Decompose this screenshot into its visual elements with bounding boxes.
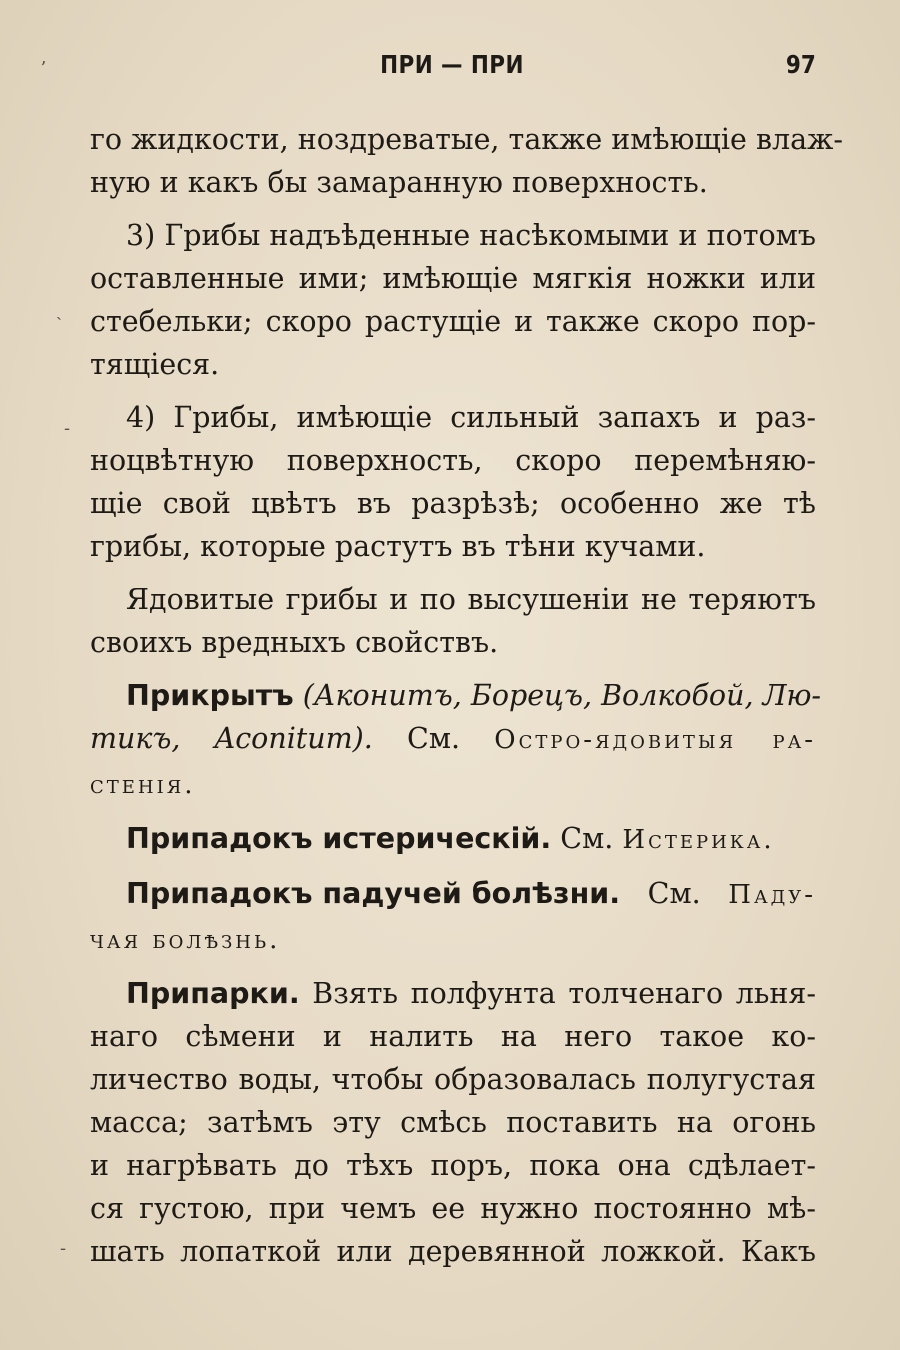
paragraph-continued [90, 118, 843, 204]
page-body [90, 118, 843, 1273]
see-label: См. [647, 877, 701, 910]
text-line: оставленные ими; имѣющіе мягкія ножки или [90, 262, 816, 295]
entry-synonyms: (Аконитъ, Борецъ, Волкобой, Лю- [302, 679, 822, 712]
see-label: См. [407, 722, 461, 755]
text-line: и нагрѣвать до тѣхъ поръ, пока она сдѣлает- [90, 1149, 816, 1182]
text-line: шать лопаткой или деревянной ложкой. Какъ [90, 1235, 816, 1268]
cross-reference: стенія. [90, 770, 196, 800]
text-line: ся густою, при чемъ ее нужно постоянно мѣ- [90, 1192, 816, 1225]
text-line: ную и какъ бы замаранную поверхность. [90, 166, 708, 199]
paragraph-item-4 [90, 396, 816, 568]
entry-headword: Припадокъ падучей болѣзни. [126, 877, 621, 910]
entry-pripadok-paduchey [90, 872, 816, 962]
text-line: 3) Грибы надъѣденные насѣкомыми и потомъ [126, 219, 816, 252]
text-line: личество воды, чтобы образовалась полугустая [90, 1063, 816, 1096]
cross-reference: чая болѣзнь. [90, 925, 281, 955]
entry-line [90, 972, 816, 1015]
text-line: своихъ вредныхъ свойствъ. [90, 626, 499, 659]
margin-speck: ʼ [40, 58, 46, 79]
entry-priparki [90, 972, 816, 1273]
entry-line [90, 717, 816, 762]
entry-synonyms: тикъ, Aconitum). [90, 722, 373, 755]
entry-pripadok-istericheskiy [90, 817, 816, 862]
header-title: ПРИ — ПРИ [380, 50, 524, 79]
cross-reference: Истерика. [622, 825, 775, 855]
running-header [88, 50, 816, 90]
margin-speck: - [64, 418, 71, 439]
entry-line [90, 917, 816, 962]
entry-headword: Прикрытъ [126, 679, 294, 712]
entry-text: Взять полфунта толченаго льня- [312, 977, 816, 1010]
cross-reference: Паду- [728, 880, 817, 910]
text-line: масса; затѣмъ эту смѣсь поставить на огонь [90, 1106, 816, 1139]
paragraph-item-3 [90, 214, 816, 386]
text-line: 4) Грибы, имѣющіе сильный запахъ и раз- [126, 401, 816, 434]
margin-speck: - [60, 1238, 67, 1259]
entry-headword: Припарки. [126, 977, 300, 1010]
cross-reference: Остро-ядовитыя ра- [494, 725, 817, 755]
text-line: щіе свой цвѣтъ въ разрѣзѣ; особенно же тѣ [90, 487, 816, 520]
text-line: го жидкости, ноздреватые, также имѣющіе влаж- [90, 123, 843, 156]
text-line: тящіеся. [90, 348, 220, 381]
margin-speck: ˏ [56, 300, 62, 321]
entry-line [90, 872, 816, 917]
entry-line [90, 817, 816, 862]
entry-line [90, 674, 822, 717]
entry-line [90, 762, 816, 807]
entry-headword: Припадокъ истерическій. [126, 822, 552, 855]
text-line: грибы, которые растутъ въ тѣни кучами. [90, 530, 706, 563]
text-line: Ядовитые грибы и по высушеніи не теряютъ [126, 583, 816, 616]
see-label: См. [560, 822, 614, 855]
entry-prikryt [90, 674, 822, 807]
text-line: стебельки; скоро растущіе и также скоро пор- [90, 305, 816, 338]
text-line: наго сѣмени и налить на него такое ко- [90, 1020, 816, 1053]
text-line: ноцвѣтную поверхность, скоро перемѣняю- [90, 444, 816, 477]
paragraph-poison-note [90, 578, 816, 664]
page-number: 97 [786, 50, 816, 79]
